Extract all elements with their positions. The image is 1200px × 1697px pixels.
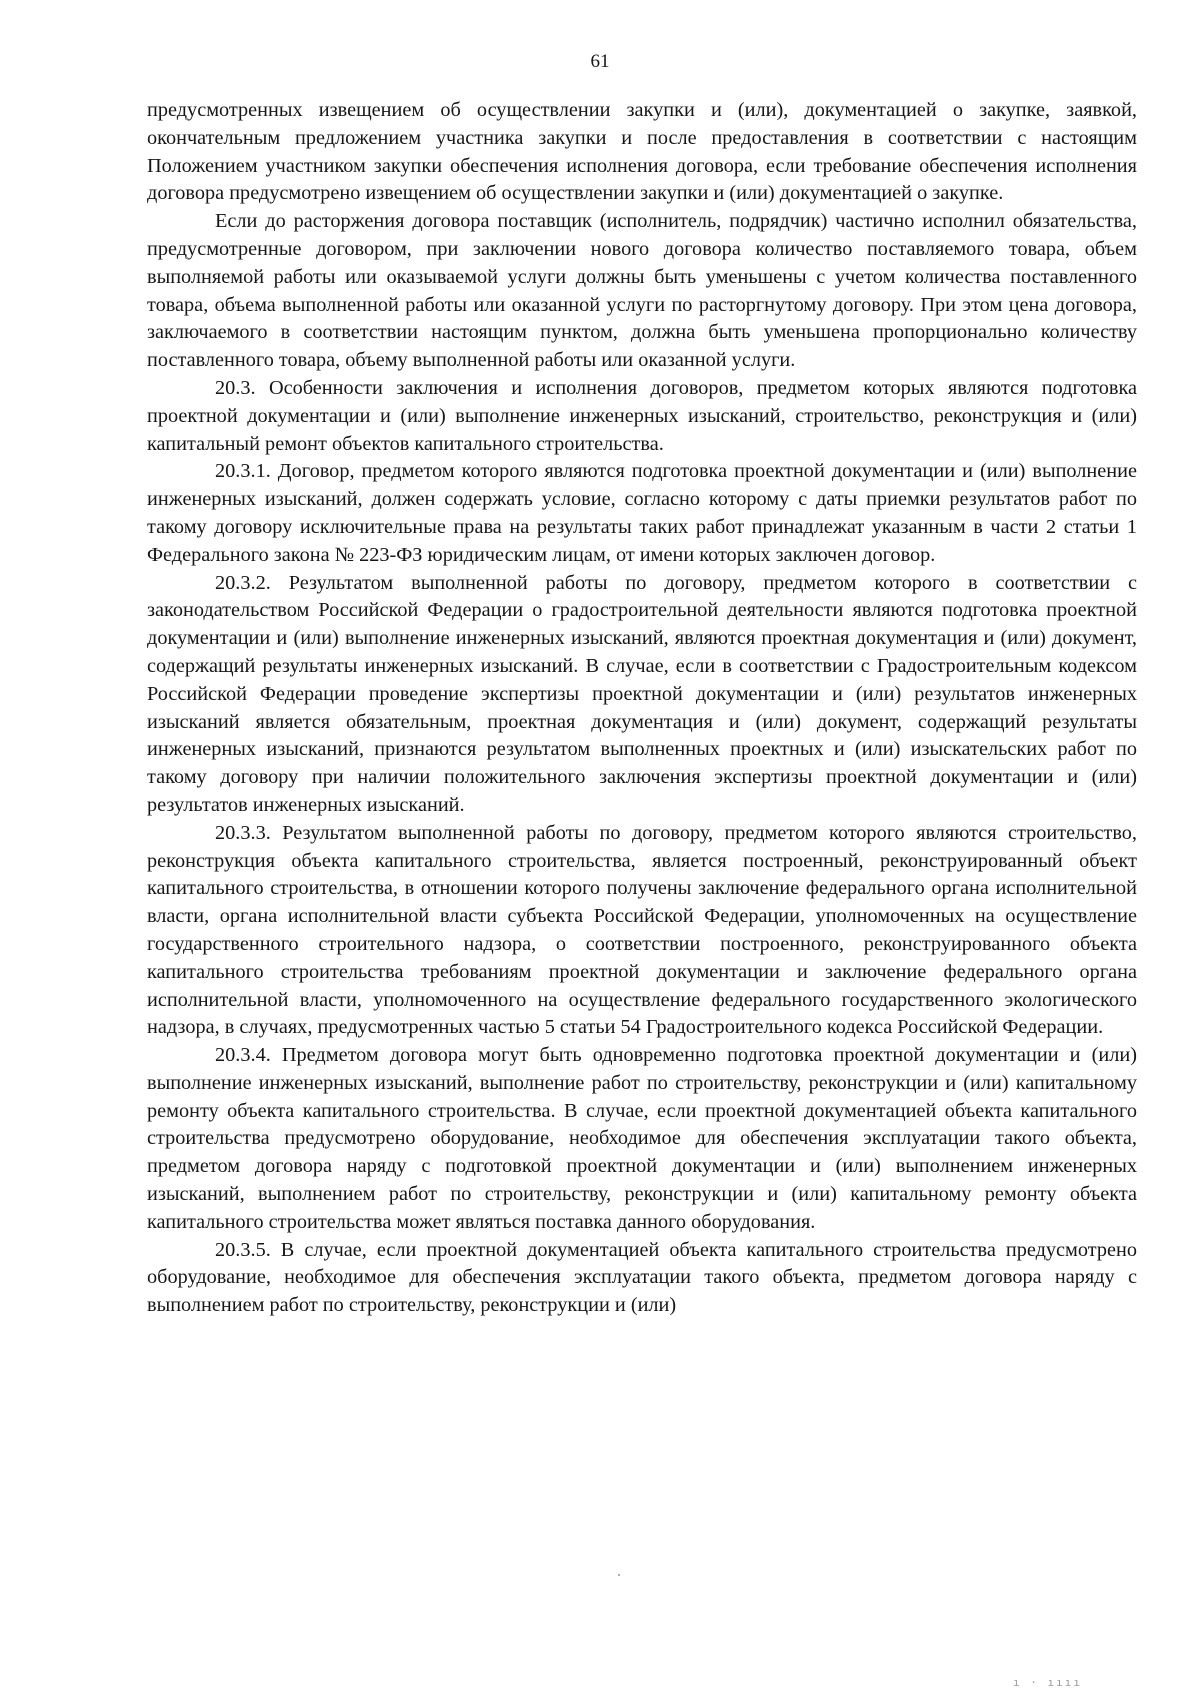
paragraph-20-3-5: 20.3.5. В случае, если проектной документацией объекта капитального строительства предусмотрено оборудование, необходимое для обеспечения эксплуатации такого объекта, предметом договора наряду с выполнением работ по строительству, реконструкции и (или) bbox=[147, 1238, 1137, 1317]
paragraph-20-3-1: 20.3.1. Договор, предметом которого являются подготовка проектной документации и (или) выполнение инженерных изысканий, должен содержать условие, согласно которому с даты приемки результатов работ по такому договору исключительные права на результаты таких работ принадлежат указанным в части 2 статьи 1 Федерального закона № 223-ФЗ юридическим лицам, от имени которых заключен договор. bbox=[147, 460, 1137, 566]
scan-artifact-dot bbox=[618, 1574, 620, 1576]
paragraph-20-3-4: 20.3.4. Предметом договора могут быть одновременно подготовка проектной документации и (или) выполнение инженерных изысканий, выполнение работ по строительству, реконструкции и (или) капитальному ремонту объекта капитального строительства. В случае, если проектной документацией объекта капитального строительства предусмотрено оборудование, необходимое для обеспечения эксплуатации такого объекта, предметом договора наряду с подготовкой проектной документации и (или) выполнением инженерных изысканий, выполнением работ по строительству, реконструкции и (или) капитальному ремонту объекта капитального строительства может являться поставка данного оборудования. bbox=[147, 1044, 1137, 1233]
document-body bbox=[147, 97, 1137, 1320]
paragraph-contract-termination: Если до расторжения договора поставщик (исполнитель, подрядчик) частично исполнил обязательства, предусмотренные договором, при заключении нового договора количество поставляемого товара, объем выполняемой работы или оказываемой услуги должны быть уменьшены с учетом количества поставленного товара, объема выполненной работы или оказанной услуги по расторгнутому договору. При этом цена договора, заключаемого в соответствии настоящим пунктом, должна быть уменьшена пропорционально количеству поставленного товара, объему выполненной работы или оказанной услуги. bbox=[147, 210, 1137, 372]
paragraph-20-3-2: 20.3.2. Результатом выполненной работы по договору, предметом которого в соответствии с законодательством Российской Федерации о градостроительной деятельности являются подготовка проектной документации и (или) выполнение инженерных изысканий, являются проектная документация и (или) документ, содержащий результаты инженерных изысканий. В случае, если в соответствии с Градостроительным кодексом Российской Федерации проведение экспертизы проектной документации и (или) результатов инженерных изысканий является обязательным, проектная документация и (или) документ, содержащий результаты инженерных изысканий, признаются результатом выполненных проектных и (или) изыскательских работ по такому договору при наличии положительного заключения экспертизы проектной документации и (или) результатов инженерных изысканий. bbox=[147, 571, 1137, 816]
paragraph-20-3-3: 20.3.3. Результатом выполненной работы по договору, предметом которого являются строительство, реконструкция объекта капитального строительства, является построенный, реконструированный объект капитального строительства, в отношении которого получены заключение федерального органа исполнительной власти, органа исполнительной власти субъекта Российской Федерации, уполномоченных на осуществление государственного строительного надзора, о соответствии построенного, реконструированного объекта капитального строительства требованиям проектной документации и заключение федерального органа исполнительной власти, уполномоченного на осуществление федерального государственного экологического надзора, в случаях, предусмотренных частью 5 статьи 54 Градостроительного кодекса Российской Федерации. bbox=[147, 821, 1137, 1039]
paragraph-20-3: 20.3. Особенности заключения и исполнения договоров, предметом которых являются подготовка проектной документации и (или) выполнение инженерных изысканий, строительство, реконструкция и (или) капитальный ремонт объектов капитального строительства. bbox=[147, 376, 1137, 455]
paragraph-continuation: предусмотренных извещением об осуществлении закупки и (или), документацией о закупке, заявкой, окончательным предложением участника закупки и после предоставления в соответствии с настоящим Положением участником закупки обеспечения исполнения договора, если требование обеспечения исполнения договора предусмотрено извещением об осуществлении закупки и (или) документацией о закупке. bbox=[147, 99, 1137, 205]
page-number: 61 bbox=[590, 51, 610, 72]
scan-artifact-marks: ı · ıııı bbox=[1013, 1676, 1082, 1689]
